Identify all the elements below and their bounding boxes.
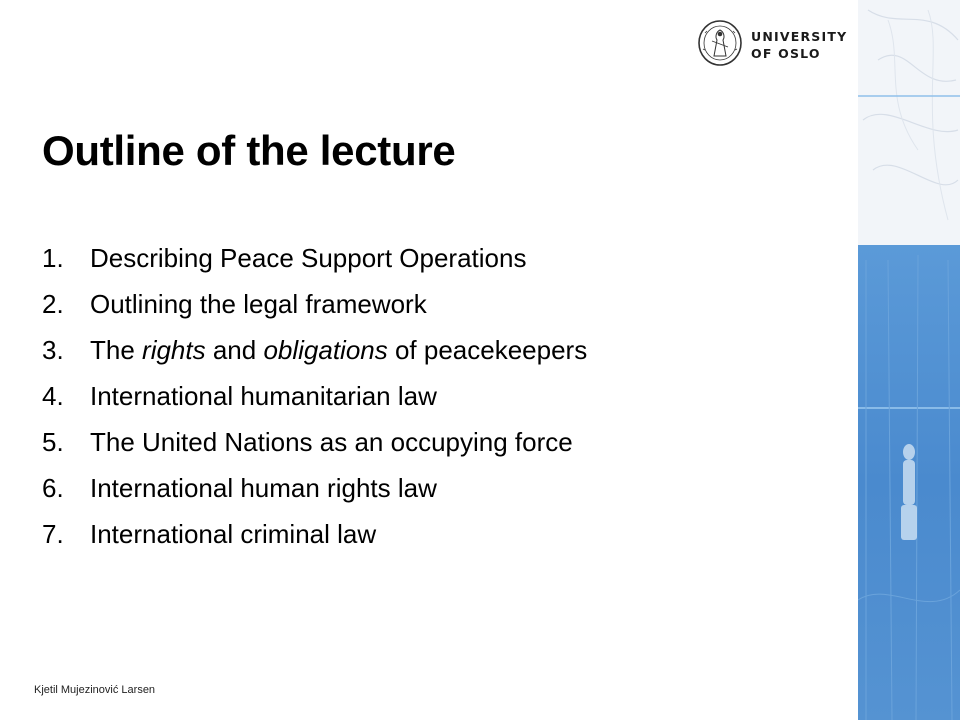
- outline-item: [42, 514, 587, 560]
- outline-item-text: Describing Peace Support Operations: [90, 243, 527, 273]
- logo-line-2: OF OSLO: [751, 46, 821, 61]
- university-logo-text: [751, 28, 847, 62]
- university-seal-icon: [697, 19, 743, 67]
- outline-item-text: Outlining the legal framework: [90, 289, 427, 319]
- outline-item-text: International humanitarian law: [90, 381, 437, 411]
- university-logo: [697, 19, 847, 69]
- outline-item: [42, 376, 587, 422]
- outline-item-text: International criminal law: [90, 519, 377, 549]
- outline-item-text: The United Nations as an occupying force: [90, 427, 573, 457]
- outline-item: [42, 422, 587, 468]
- side-band-artwork: [858, 0, 960, 720]
- outline-item-number: 4.: [42, 381, 64, 411]
- outline-item: [42, 330, 587, 376]
- author-footer: Kjetil Mujezinović Larsen: [34, 684, 156, 696]
- outline-item-emphasis: rights: [142, 335, 206, 365]
- outline-list: [42, 238, 587, 560]
- slide-title: Outline of the lecture: [42, 127, 456, 174]
- outline-item-number: 2.: [42, 289, 64, 319]
- outline-item: [42, 284, 587, 330]
- outline-item-text: of peacekeepers: [387, 335, 588, 365]
- outline-item-text: The: [90, 335, 143, 365]
- outline-item-number: 5.: [42, 427, 64, 457]
- outline-item-text: and: [205, 335, 264, 365]
- outline-item-number: 6.: [42, 473, 64, 503]
- outline-item: [42, 238, 587, 284]
- outline-item-number: 7.: [42, 519, 64, 549]
- outline-item-number: 1.: [42, 243, 64, 273]
- outline-item: [42, 468, 587, 514]
- outline-item-text: International human rights law: [90, 473, 437, 503]
- outline-item-emphasis: obligations: [263, 335, 388, 365]
- outline-item-number: 3.: [42, 335, 64, 365]
- decorative-side-band: [858, 0, 960, 720]
- logo-line-1: UNIVERSITY: [751, 29, 848, 44]
